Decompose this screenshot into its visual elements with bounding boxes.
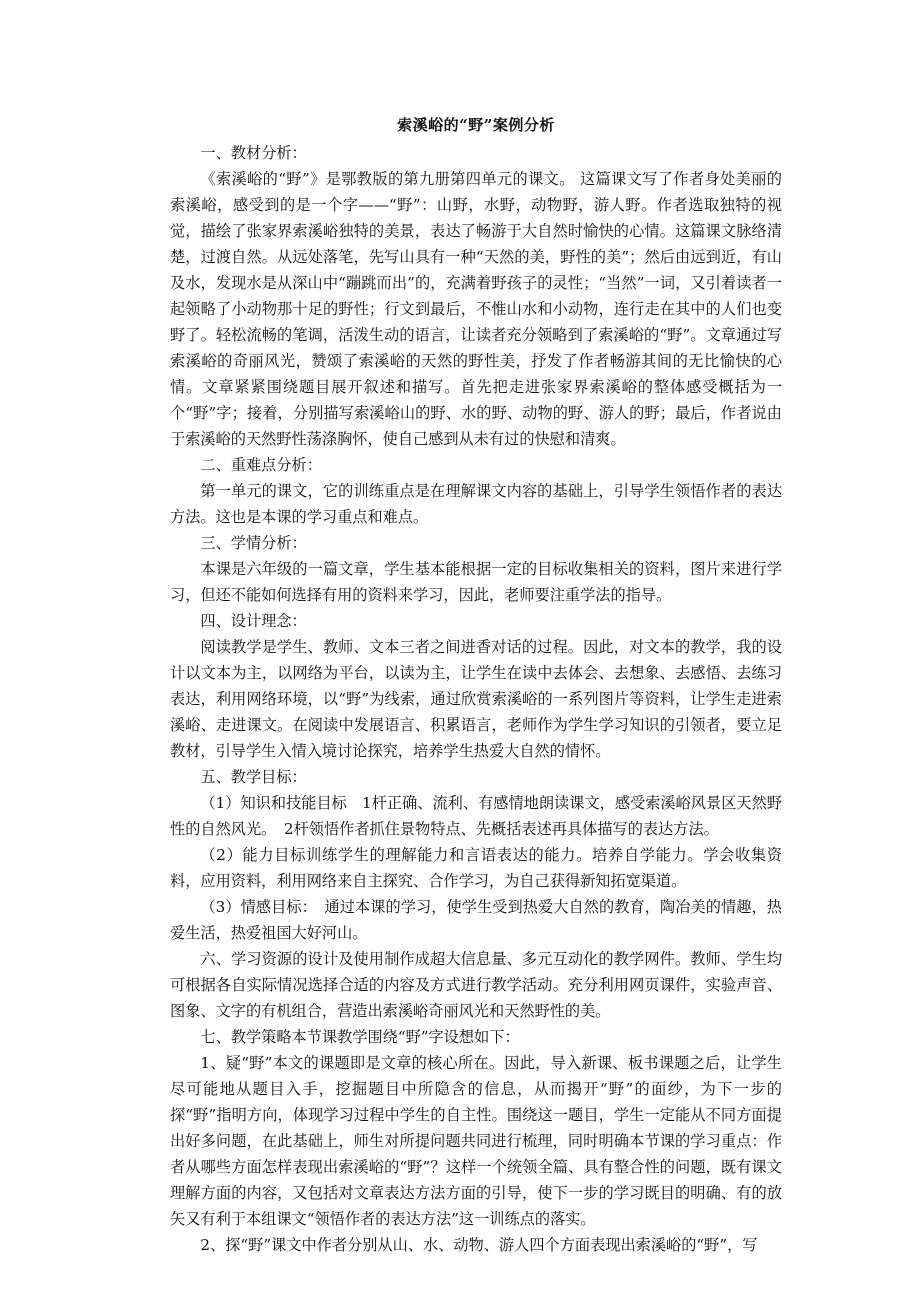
paragraph-learner-analysis: 本课是六年级的一篇文章，学生基本能根据一定的目标收集相关的资料，图片来进行学习，但还不能如何选择有用的资料来学习，因此，老师要注重学法的指导。 [170, 560, 782, 604]
section-heading-learner-analysis: 三、学情分析： [200, 534, 307, 552]
section-heading-teaching-goals: 五、教学目标： [200, 768, 307, 786]
section-heading-key-points: 二、重难点分析： [200, 456, 322, 474]
paragraph-strategy-explore: 2、探“野”课文中作者分别从山、水、动物、游人四个方面表现出索溪峪的“野”，写 [200, 1236, 758, 1254]
paragraph-key-points: 第一单元的课文，它的训练重点是在理解课文内容的基础上，引导学生领悟作者的表达方法。这也是本课的学习重点和难点。 [170, 482, 782, 526]
paragraph-goal-knowledge: （1）知识和技能目标 1杆正确、流利、有感情地朗读课文，感受索溪峪风景区天然野性的自然风光。 2杆领悟作者抓住景物特点、先概括表述再具体描写的表达方法。 [170, 794, 782, 838]
paragraph-goal-emotion: （3）情感目标： 通过本课的学习，使学生受到热爱大自然的教育，陶冶美的情趣，热爱生活，热爱祖国大好河山。 [170, 898, 782, 942]
paragraph-design-concept: 阅读教学是学生、教师、文本三者之间进香对话的过程。因此，对文本的教学，我的设计以文本为主，以网络为平台，以读为主，让学生在读中去体会、去想象、去感悟、去练习表达，利用网络环境，以“野”为线索，通过欣赏索溪峪的一系列图片等资料，让学生走进索溪峪、走进课文。在阅读中发展语言、积累语言，老师作为学生学习知识的引领者，要立足教材，引导学生入情入境讨论探究，培养学生热爱大自然的情怀。 [170, 638, 782, 760]
paragraph-learning-resources: 六、学习资源的设计及使用制作成超大信息量、多元互动化的教学网件。教师、学生均可根据各自实际情况选择合适的内容及方式进行教学活动。充分利用网页课件，实验声音、图象、文字的有机组合，营造出索溪峪奇丽风光和天然野性的美。 [170, 950, 782, 1020]
document-title: 索溪峪的“野”案例分析 [397, 116, 555, 134]
paragraph-textbook-analysis: 《索溪峪的“野”》是鄂教版的第九册第四单元的课文。 这篇课文写了作者身处美丽的索溪峪，感受到的是一个字——“野”：山野，水野，动物野，游人野。作者选取独特的视觉，描绘了张家界索溪峪独特的美景，表达了畅游于大自然时愉快的心情。这篇课文脉络清楚，过渡自然。从远处落笔，先写山具有一种“天然的美，野性的美”；然后由远到近，有山及水，发现水是从深山中“蹦跳而出”的，充满着野孩子的灵性；“当然”一词，又引着读者一起领略了小动物那十足的野性；行文到最后，不惟山水和小动物，连行走在其中的人们也变野了。轻松流畅的笔调，活泼生动的语言，让读者充分领略到了索溪峪的“野”。文章通过写索溪峪的奇丽风光，赞颂了索溪峪的天然的野性美，抒发了作者畅游其间的无比愉快的心情。文章紧紧围绕题目展开叙述和描写。首先把走进张家界索溪峪的整体感受概括为一个“野”字；接着，分别描写索溪峪山的野、水的野、动物的野、游人的野；最后，作者说由于索溪峪的天然野性荡涤胸怀，使自己感到从未有过的快慰和清爽。 [170, 170, 782, 448]
document-body [170, 112, 782, 1258]
section-heading-design-concept: 四、设计理念： [200, 612, 307, 630]
paragraph-goal-ability: （2）能力目标训练学生的理解能力和言语表达的能力。培养自学能力。学会收集资料，应用资料，利用网络来自主探究、合作学习，为自己获得新知拓宽渠道。 [170, 846, 782, 890]
section-heading-teaching-strategy: 七、教学策略本节课教学围绕“野”字设想如下： [200, 1028, 520, 1046]
paragraph-strategy-question: 1、疑“野”本文的课题即是文章的核心所在。因此，导入新课、板书课题之后，让学生尽可能地从题目入手，挖掘题目中所隐含的信息，从而揭开“野”的面纱，为下一步的探“野”指明方向，体现学习过程中学生的自主性。围绕这一题目，学生一定能从不同方面提出好多问题，在此基础上，师生对所提问题共同进行梳理，同时明确本节课的学习重点：作者从哪些方面怎样表现出索溪峪的“野”？这样一个统领全篇、具有整合性的问题，既有课文理解方面的内容，又包括对文章表达方法方面的引导，使下一步的学习既目的明确、有的放矢又有利于本组课文“领悟作者的表达方法”这一训练点的落实。 [170, 1054, 782, 1228]
section-heading-textbook-analysis: 一、教材分析： [200, 144, 307, 162]
